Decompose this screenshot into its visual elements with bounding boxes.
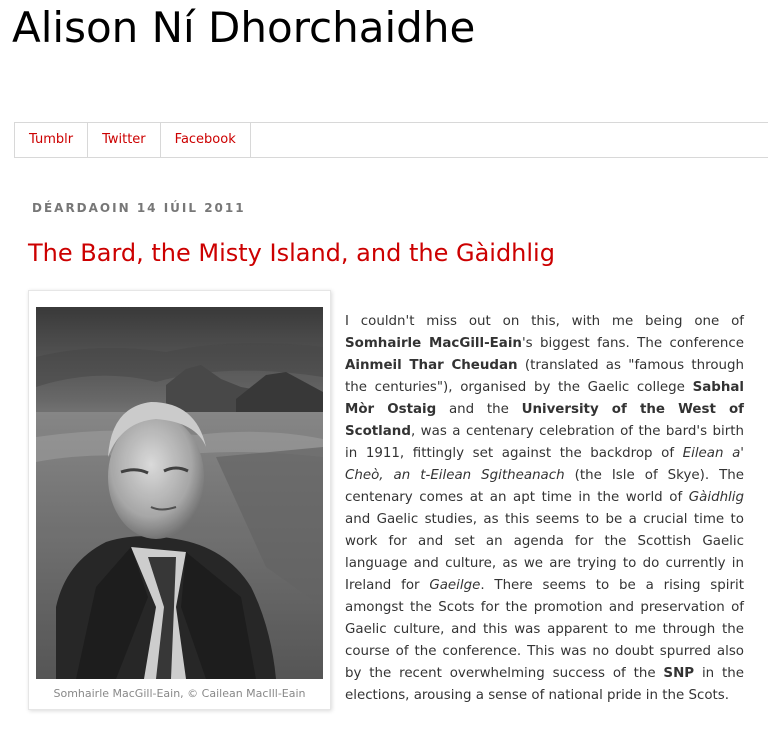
tab-facebook[interactable]: Facebook: [160, 123, 251, 157]
image-caption: Somhairle MacGill-Eain, © Cailean MacIll-Eain: [53, 687, 306, 700]
body-text: 's biggest fans. The conference: [521, 336, 744, 351]
emphasis-bold: Sabhal Mòr Ostaig: [345, 380, 744, 417]
tab-tumblr[interactable]: Tumblr: [14, 123, 87, 157]
post-body: [345, 311, 744, 707]
portrait-photo-graphic: [36, 307, 323, 679]
body-text: and Gaelic studies, as this seems to be a crucial time to work for and set an agenda for the Scottish Gaelic language and culture, as we are trying to do currently in Ireland for: [345, 512, 744, 593]
emphasis-italic: Gaeilge: [429, 578, 481, 593]
post-title[interactable]: The Bard, the Misty Island, and the Gàidhlig: [28, 239, 555, 267]
emphasis-bold: Ainmeil Thar Cheudan: [345, 358, 518, 373]
body-text: (the Isle of Skye). The centenary comes at an apt time in the world of: [345, 468, 745, 505]
emphasis-bold: SNP: [663, 666, 695, 681]
emphasis-italic: Eilean a' Cheò, an t-Eilean Sgitheanach: [345, 446, 744, 483]
body-text: . There seems to be a rising spirit amongst the Scots for the promotion and preservation of Gaelic culture, and this was apparent to me through the course of the conference. This was no doubt spurred also by the recent overwhelming success of the: [345, 578, 744, 681]
body-text: , was a centenary celebration of the bard's birth in 1911, fittingly set against the backdrop of: [345, 424, 744, 461]
emphasis-italic: Gàidhlig: [688, 490, 744, 505]
post-date-header: DÉARDAOIN 14 IÚIL 2011: [32, 201, 246, 215]
emphasis-bold: Somhairle MacGill-Eain: [345, 336, 522, 351]
body-text: I couldn't miss out on this, with me being one of: [345, 314, 744, 329]
pages-tabs: [14, 122, 768, 158]
emphasis-bold: University of the West of Scotland: [345, 402, 745, 439]
post-image-frame: [28, 290, 331, 710]
body-text: and the: [436, 402, 522, 417]
portrait-photo[interactable]: [36, 307, 323, 679]
body-text: (translated as "famous through the centuries"), organised by the Gaelic college: [345, 358, 744, 395]
tab-twitter[interactable]: Twitter: [87, 123, 160, 157]
body-text: in the elections, arousing a sense of national pride in the Scots.: [345, 666, 744, 703]
blog-title[interactable]: Alison Ní Dhorchaidhe: [12, 3, 476, 52]
